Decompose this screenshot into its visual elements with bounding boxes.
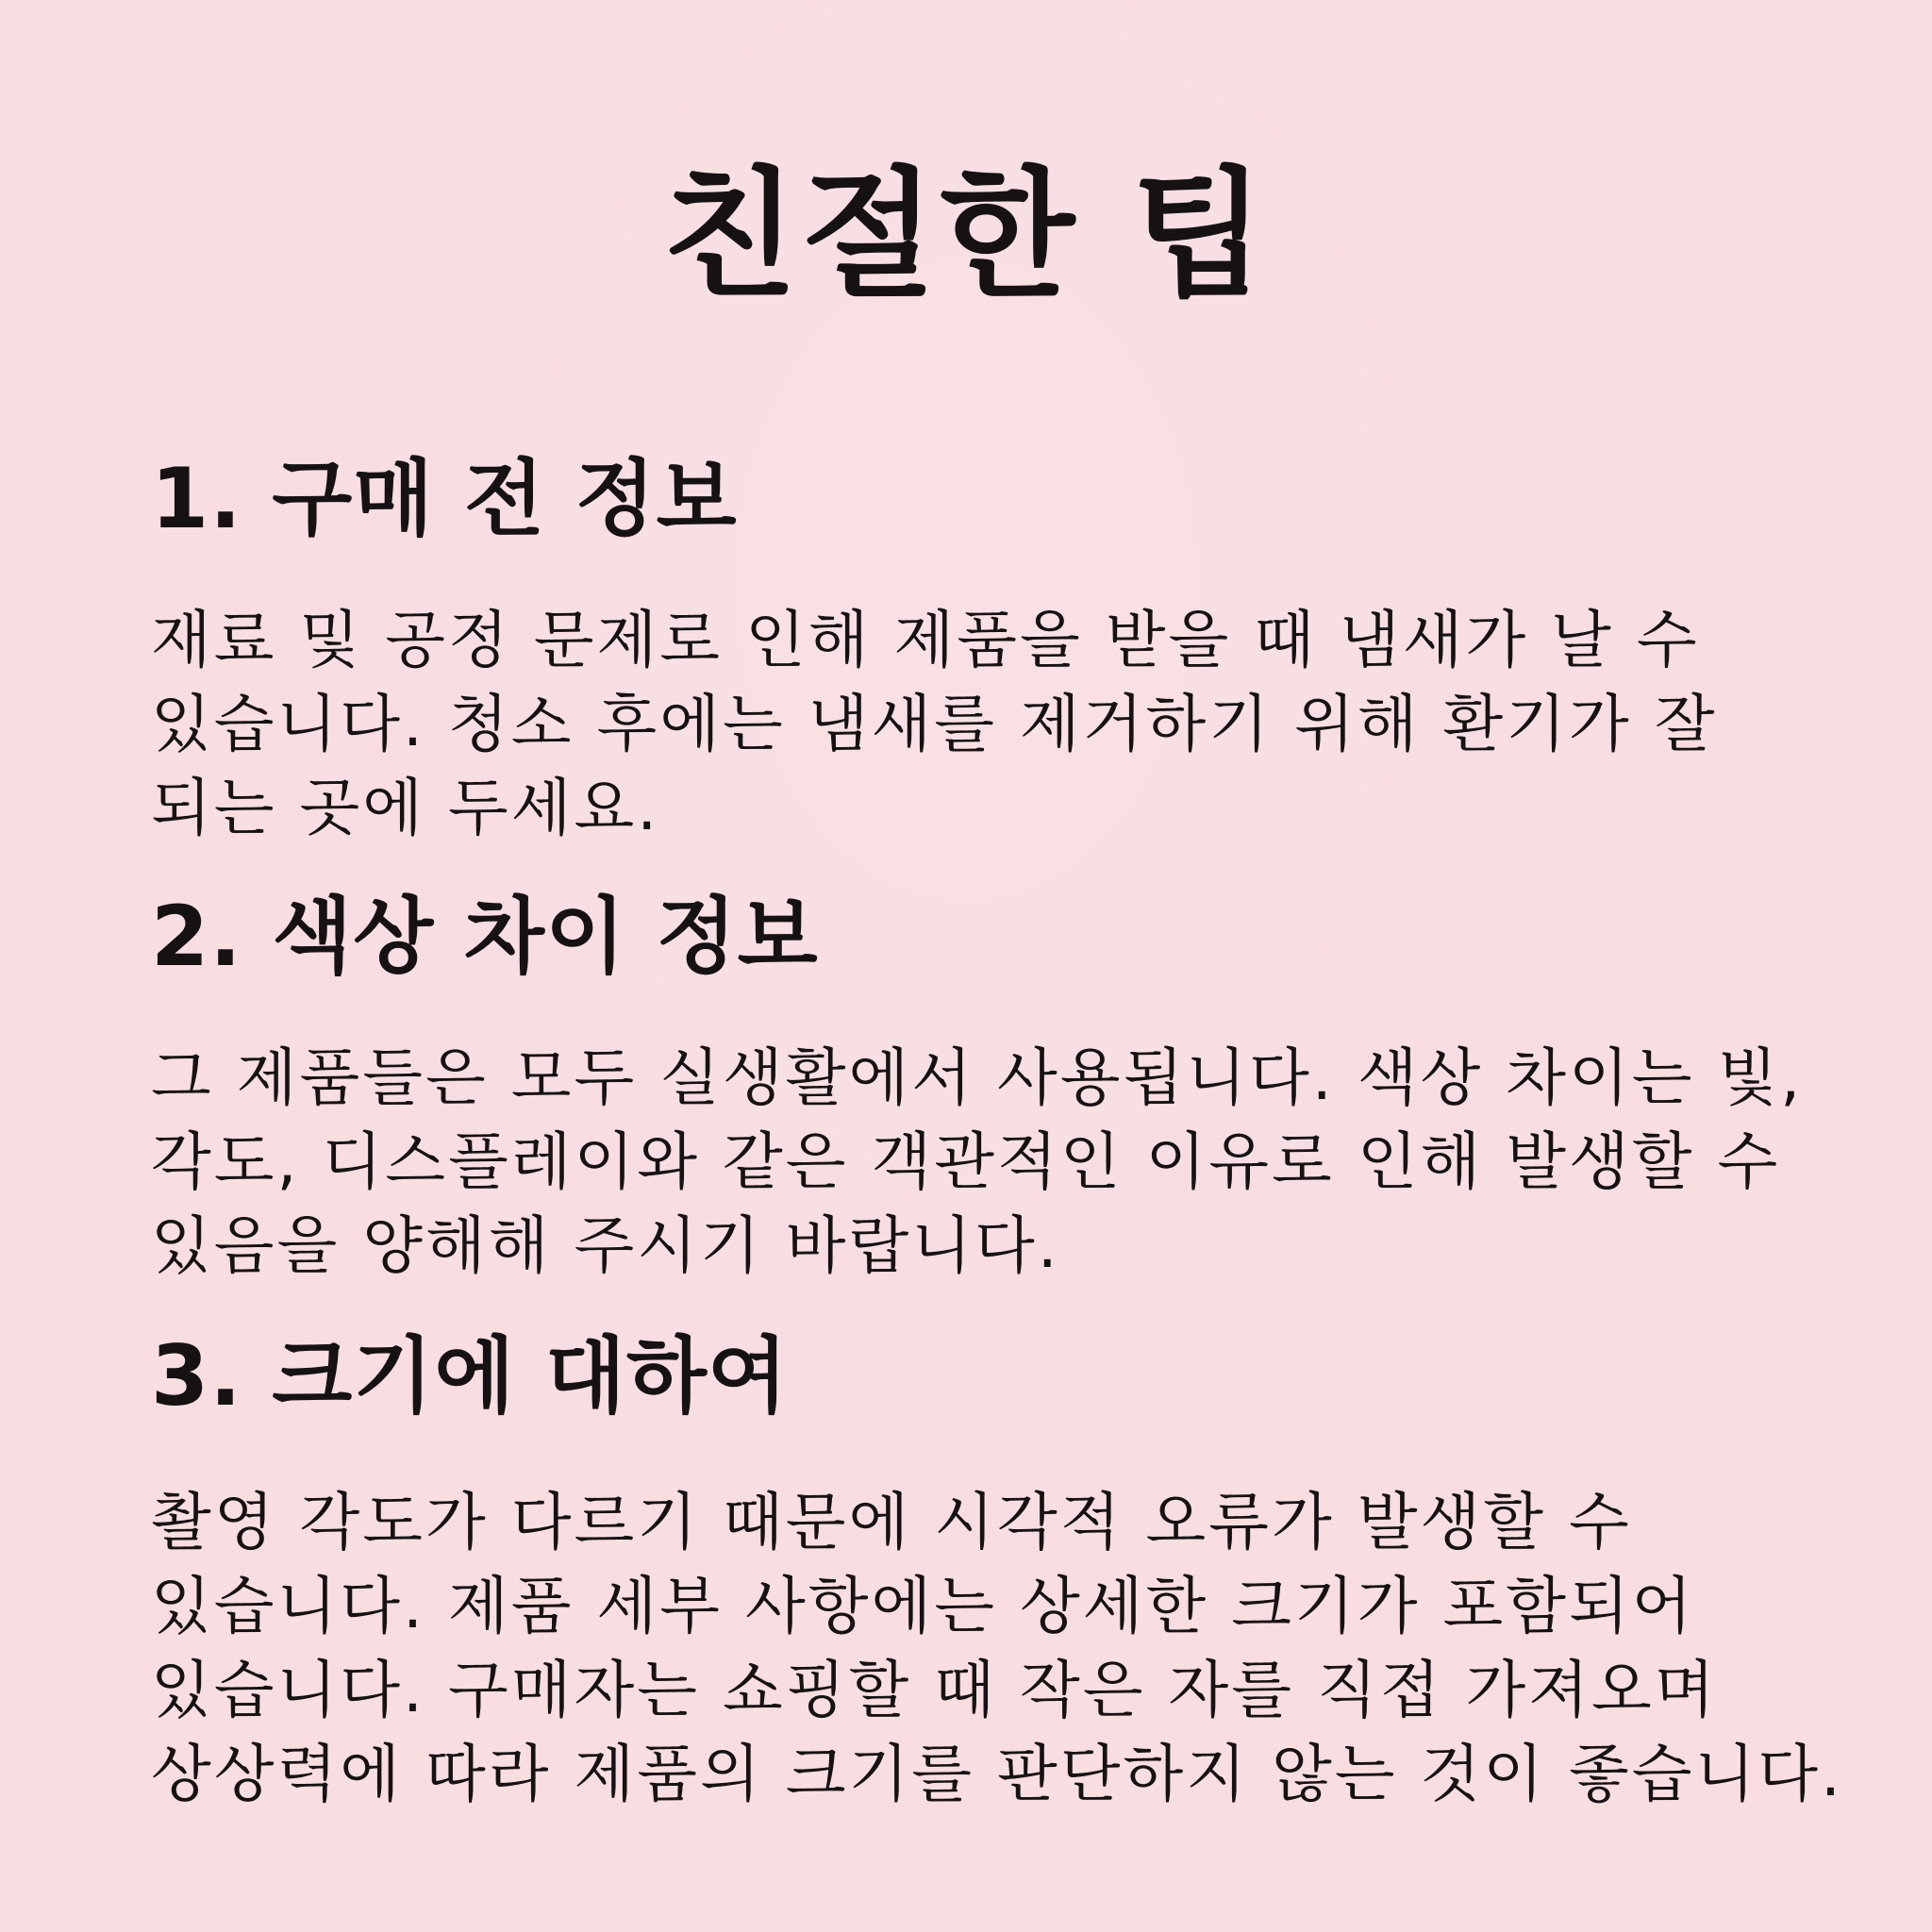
section-heading: 1. 구매 전 정보 (151, 450, 738, 547)
section-heading: 2. 색상 차이 정보 (151, 888, 819, 985)
body-line: 상상력에 따라 제품의 크기를 판단하지 않는 것이 좋습니다. (151, 1738, 1843, 1811)
body-line: 되는 곳에 두세요. (151, 772, 660, 845)
body-line: 있음을 양해해 주시기 바랍니다. (151, 1209, 1060, 1283)
body-line: 각도, 디스플레이와 같은 객관적인 이유로 인해 발생할 수 (151, 1125, 1781, 1199)
page-title: 친절한 팁 (662, 154, 1270, 316)
body-line: 재료 및 공정 문제로 인해 제품을 받을 때 냄새가 날 수 (151, 604, 1700, 677)
section-before-purchase (151, 451, 1887, 850)
body-line: 그 제품들은 모두 실생활에서 사용됩니다. 색상 차이는 빛, (151, 1041, 1804, 1115)
section-body (151, 1036, 1887, 1288)
body-line: 촬영 각도가 다르기 때문에 시각적 오류가 발생할 수 (151, 1486, 1632, 1559)
body-line: 있습니다. 구매자는 쇼핑할 때 작은 자를 직접 가져오며 (151, 1654, 1718, 1727)
body-line: 있습니다. 청소 후에는 냄새를 제거하기 위해 환기가 잘 (151, 688, 1718, 761)
body-line: 있습니다. 제품 세부 사항에는 상세한 크기가 포함되어 (151, 1570, 1695, 1643)
section-body (151, 1480, 1887, 1816)
section-color-difference (151, 889, 1887, 1288)
section-about-size (151, 1328, 1887, 1816)
section-heading: 3. 크기에 대하여 (151, 1327, 789, 1424)
section-body (151, 598, 1887, 850)
